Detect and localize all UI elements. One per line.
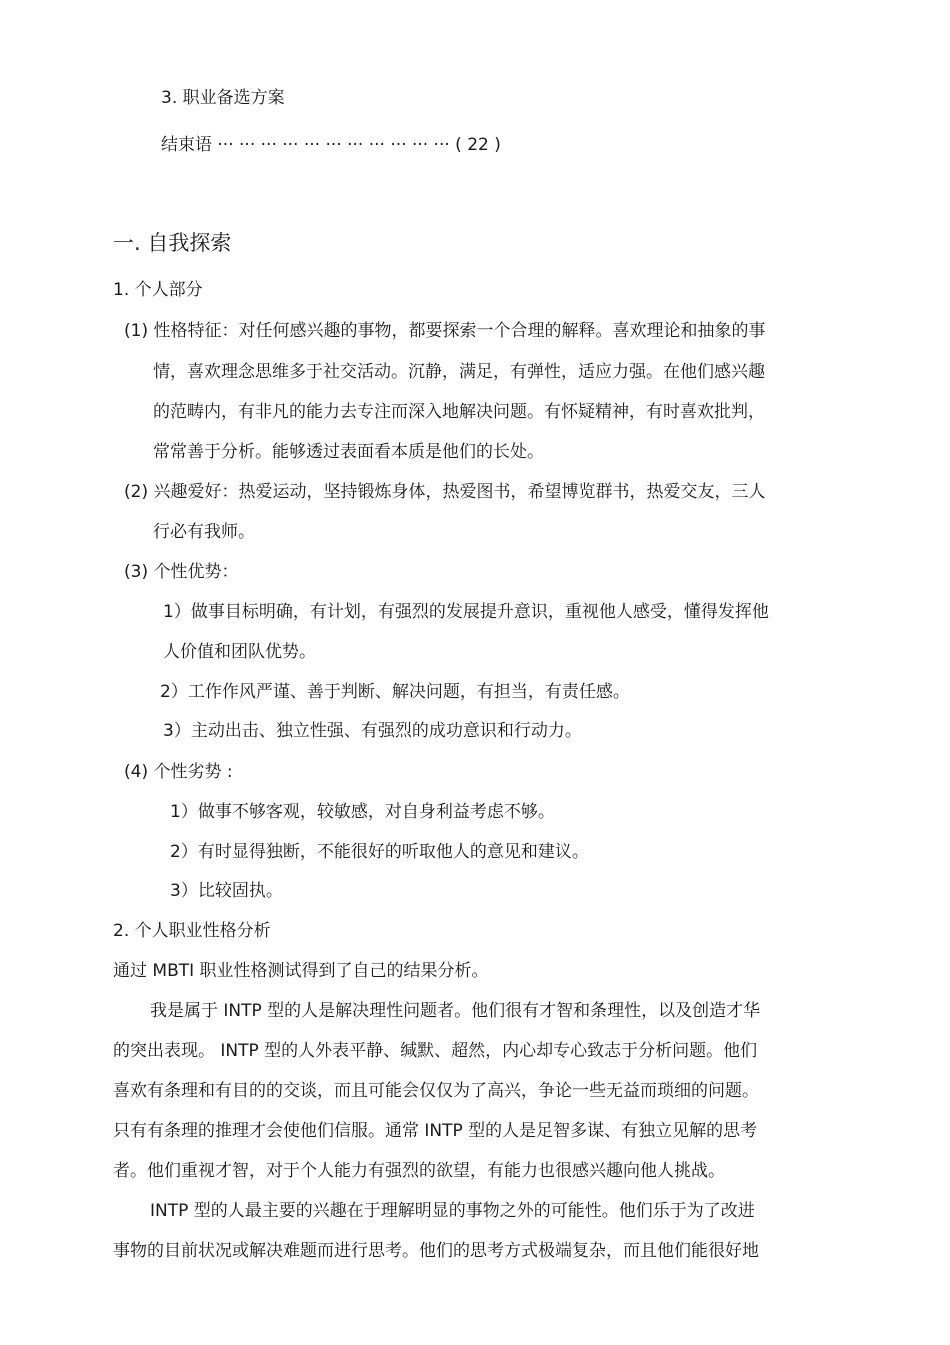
toc-conclusion: 结束语 ··· ··· ··· ··· ··· ··· ··· ··· ··· ··· ··· ( 22 ) bbox=[161, 135, 501, 155]
intp-para1-line-4: 只有有条理的推理才会使他们信服。通常 INTP 型的人是足智多谋、有独立见解的思考 bbox=[113, 1121, 758, 1141]
strengths-label: (3) 个性优势： bbox=[124, 562, 239, 582]
intp-para2-line-2: 事物的目前状况或解决难题而进行思考。他们的思考方式极端复杂，而且他们能很好地 bbox=[113, 1241, 759, 1261]
trait-line-3: 的范畴内，有非凡的能力去专注而深入地解决问题。有怀疑精神，有时喜欢批判， bbox=[153, 402, 765, 422]
trait-line-2: 情，喜欢理念思维多于社交活动。沉静，满足，有弹性，适应力强。在他们感兴趣 bbox=[153, 362, 765, 382]
strength-item-1: 1）做事目标明确，有计划，有强烈的发展提升意识，重视他人感受，懂得发挥他 bbox=[163, 602, 769, 622]
weakness-item-2: 2）有时显得独断，不能很好的听取他人的意见和建议。 bbox=[170, 842, 589, 862]
toc-item-3: 3. 职业备选方案 bbox=[161, 88, 285, 108]
subsection-1-title: 1. 个人部分 bbox=[113, 280, 203, 300]
section-heading: 一. 自我探索 bbox=[113, 231, 232, 255]
intp-para1-line-2: 的突出表现。 INTP 型的人外表平静、缄默、超然，内心却专心致志于分析问题。他们 bbox=[113, 1041, 758, 1061]
strength-item-1-cont: 人价值和团队优势。 bbox=[163, 642, 316, 662]
intp-para1-line-3: 喜欢有条理和有目的的交谈，而且可能会仅仅为了高兴，争论一些无益而琐细的问题。 bbox=[113, 1081, 759, 1101]
weaknesses-label: (4) 个性劣势 : bbox=[124, 762, 233, 782]
hobby-line-2: 行必有我师。 bbox=[153, 522, 255, 542]
weakness-item-3: 3）比较固执。 bbox=[170, 881, 283, 901]
strength-item-2: 2）工作作风严谨、善于判断、解决问题，有担当，有责任感。 bbox=[160, 682, 630, 702]
intp-para1-line-5: 者。他们重视才智，对于个人能力有强烈的欲望，有能力也很感兴趣向他人挑战。 bbox=[113, 1161, 725, 1181]
mbti-intro: 通过 MBTI 职业性格测试得到了自己的结果分析。 bbox=[113, 961, 489, 981]
trait-line-4: 常常善于分析。能够透过表面看本质是他们的长处。 bbox=[153, 442, 544, 462]
intp-para1-line-1: 我是属于 INTP 型的人是解决理性问题者。他们很有才智和条理性，以及创造才华 bbox=[150, 1001, 761, 1021]
trait-line-1: (1) 性格特征：对任何感兴趣的事物，都要探索一个合理的解释。喜欢理论和抽象的事 bbox=[124, 321, 766, 341]
intp-para2-line-1: INTP 型的人最主要的兴趣在于理解明显的事物之外的可能性。他们乐于为了改进 bbox=[150, 1201, 755, 1221]
subsection-2-title: 2. 个人职业性格分析 bbox=[113, 921, 271, 941]
strength-item-3: 3）主动出击、独立性强、有强烈的成功意识和行动力。 bbox=[163, 721, 582, 741]
hobby-line-1: (2) 兴趣爱好：热爱运动，坚持锻炼身体，热爱图书，希望博览群书，热爱交友，三人 bbox=[124, 482, 766, 502]
weakness-item-1: 1）做事不够客观，较敏感，对自身利益考虑不够。 bbox=[170, 802, 555, 822]
